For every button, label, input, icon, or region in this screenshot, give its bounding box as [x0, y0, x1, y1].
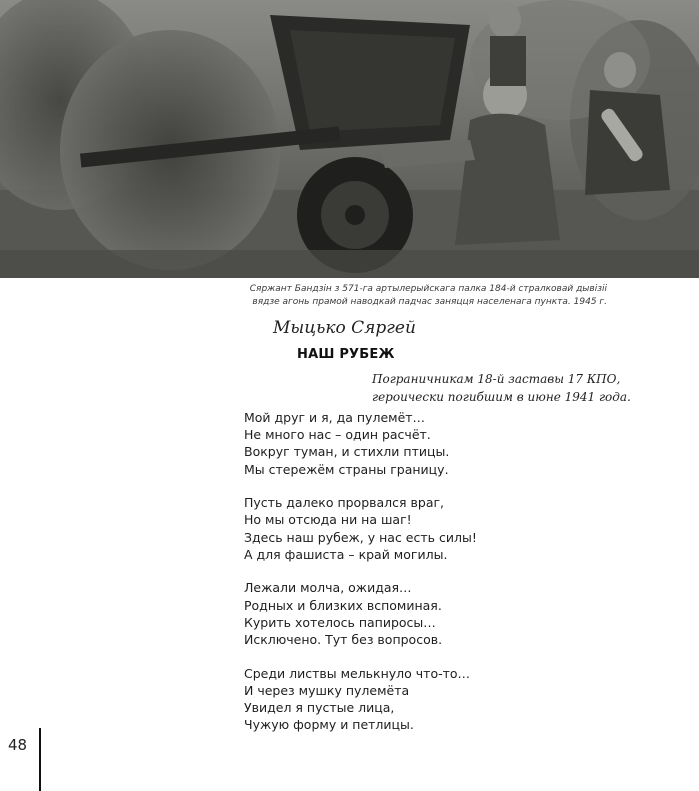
caption-line: Сяржант Бандзін з 571-га артылерыйскага палка 184-й стралковай дывізіі [249, 284, 607, 294]
poem-line: Среди листвы мелькнуло что-то… [244, 665, 471, 681]
poem-line: Но мы отсюда ни на шаг! [244, 512, 412, 528]
poem-line: Пусть далеко прорвался враг, [244, 495, 445, 511]
stanza [244, 665, 477, 734]
poem-line: И через мушку пулемёта [244, 682, 410, 698]
page-number: 48 [8, 736, 28, 754]
poem-line: Увидел я пустые лица, [244, 700, 395, 716]
poem-line: Мой друг и я, да пулемёт… [244, 410, 426, 425]
stanza [244, 494, 477, 563]
photo-caption [150, 283, 607, 309]
poem-line: Курить хотелось папиросы… [244, 614, 436, 630]
dedication [372, 370, 631, 406]
stanza [244, 579, 477, 648]
poem-line: Здесь наш рубеж, у нас есть силы! [244, 529, 477, 545]
author-name: Мыцько Сяргей [273, 318, 416, 338]
poem-line: Вокруг туман, и стихли птицы. [244, 444, 450, 460]
ww2-field-gun-photo-icon [0, 0, 699, 278]
poem-title: НАШ РУБЕЖ [297, 347, 395, 362]
poem-line: Лежали молча, ожидая… [244, 580, 412, 596]
poem-line: Исключено. Тут без вопросов. [244, 632, 443, 648]
poem-line: А для фашиста – край могилы. [244, 546, 448, 562]
poem-line: Не много нас – один расчёт. [244, 427, 431, 443]
stanza [244, 409, 477, 478]
dedication-line: героически погибшим в июне 1941 года. [372, 390, 631, 404]
poem-body [244, 409, 477, 750]
historical-photo [0, 0, 699, 278]
page-number-rule [39, 728, 41, 791]
caption-line: вядзе агонь прамой наводкай падчас заняцця населенага пункта. 1945 г. [252, 297, 607, 307]
dedication-line: Пограничникам 18-й заставы 17 КПО, [372, 372, 621, 386]
poem-line: Чужую форму и петлицы. [244, 717, 414, 733]
poem-line: Родных и близких вспоминая. [244, 597, 442, 613]
poem-line: Мы стережём страны границу. [244, 461, 449, 477]
